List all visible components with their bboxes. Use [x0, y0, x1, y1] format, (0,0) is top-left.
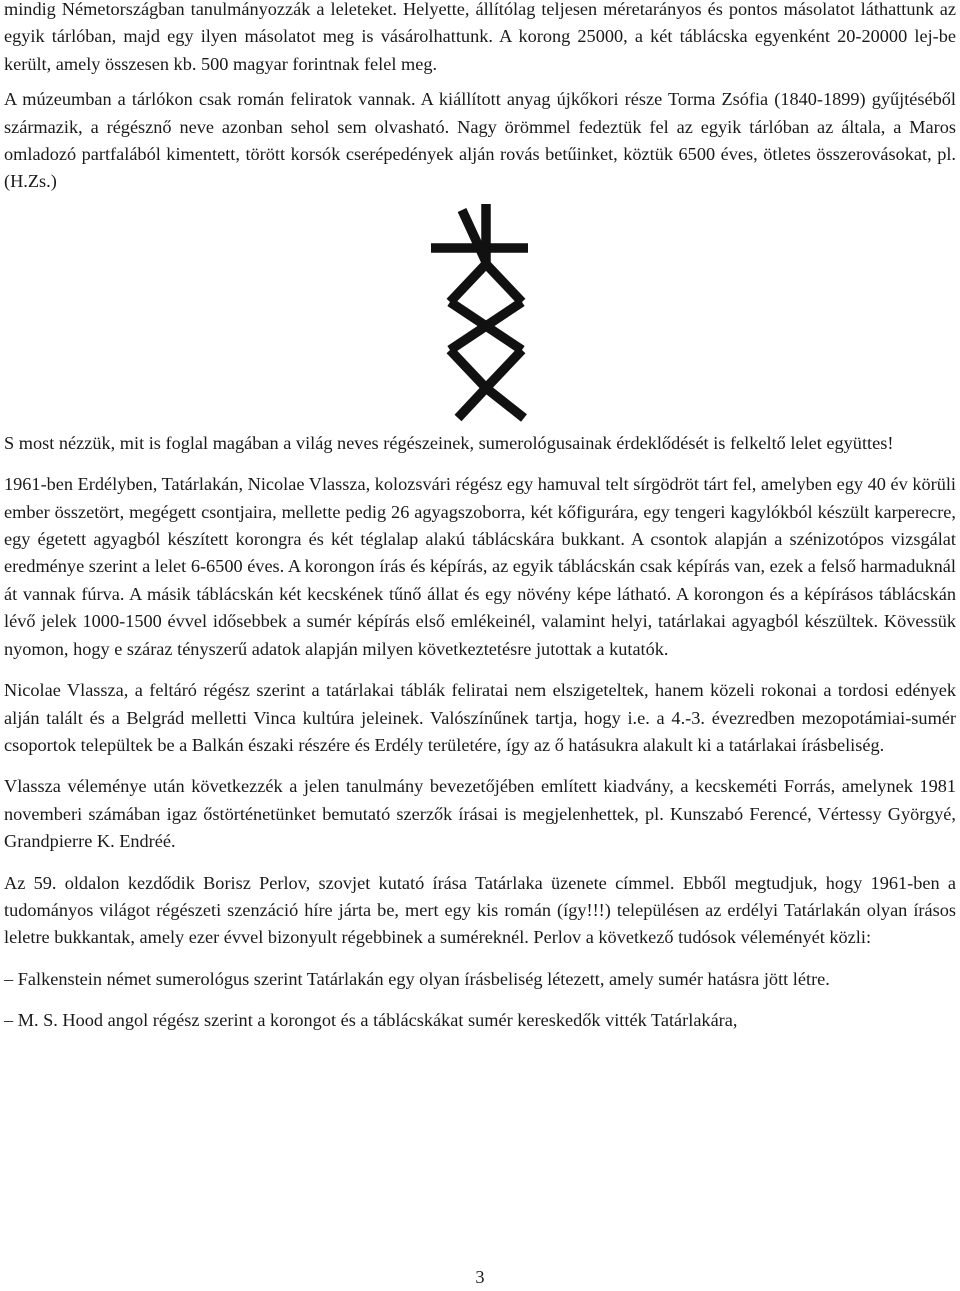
- paragraph-5: Nicolae Vlassza, a feltáró régész szerint a tatárlakai táblák feliratai nem elszigeteltek, hanem közeli rokonai a tordosi edények alján talált és a Belgrád melletti Vinca kultúra jeleinek. Valószínűnek tartja, hogy i.e. a 4.-3. évezredben mezopotámiai-sumér csoportok települtek be a Balkán északi részére és Erdély területére, így az ő hatásukra alakult ki a tatárlakai írásbeliség.: [4, 680, 956, 755]
- paragraph-7: Az 59. oldalon kezdődik Borisz Perlov, szovjet kutató írása Tatárlaka üzenete címmel. Ebből megtudjuk, hogy 1961-ben a tudományos világot régészeti szenzáció híre járta be, mert egy kis román (így!!!) településen az erdélyi Tatárlakán olyan írásos leletre bukkantak, amely ezer évvel bizonyult régebbinek a suméreknél. Perlov a következő tudósok véleményét közli:: [4, 872, 956, 948]
- paragraph-1: mindig Németországban tanulmányozzák a leleteket. Helyette, állítólag teljesen méretarányos és pontos másolatot láthattunk az egyik tárlóban, majd egy ilyen másolatot meg is vásárolhattunk. A korong 25000, a két táblácska egyenként 20-20000 lej-be került, amely összesen kb. 500 magyar forintnak felel meg.: [4, 0, 956, 74]
- document-page: [4, 0, 956, 1035]
- rune-figure: [4, 202, 956, 422]
- paragraph-8: – Falkenstein német sumerológus szerint Tatárlakán egy olyan írásbeliség létezett, amely sumér hatásra jött létre.: [4, 968, 830, 989]
- paragraph-2: A múzeumban a tárlókon csak román feliratok vannak. A kiállított anyag újkőkori része Torma Zsófia (1840-1899) gyűjtéséből származik, a régésznő neve azonban sehol sem olvasható. Nagy örömmel fedeztük fel az egyik tárlóban az általa, a Maros omladozó partfalából kimentett, törött korsók cserépedények alján rovás betűinket, köztük 6500 éves, ötletes összerovásokat, pl. (H.Zs.): [4, 89, 956, 192]
- page-number: 3: [475, 1267, 485, 1287]
- paragraph-9: – M. S. Hood angol régész szerint a korongot és a táblácskákat sumér kereskedők vitték Tatárlakára,: [4, 1010, 738, 1031]
- rovas-rune-glyph: [428, 202, 538, 422]
- paragraph-3: S most nézzük, mit is foglal magában a világ neves régészeinek, sumerológusainak érdeklődését is felkeltő lelet együttes!: [4, 432, 894, 453]
- paragraph-4: 1961-ben Erdélyben, Tatárlakán, Nicolae Vlassza, kolozsvári régész egy hamuval telt sírgödröt tárt fel, amelyben egy 40 év körüli ember összetört, megégett csontjaira, mellette pedig 26 agyagszoborra, két kőfigurára, egy tengeri kagylókból készült karperecre, egy égetett agyagból készített korongra és két téglalap alakú táblácskára bukkant. A csontok alapján a szénizotópos vizsgálat eredménye szerint a lelet 6-6500 éves. A korongon írás és képírás, az egyik táblácskán csak képírás van, ezek a felső harmaduknál át vannak fúrva. A másik táblácskán két kecskének tűnő állat és egy növény képe látható. A korongon és a képírásos táblácskán lévő jelek 1000-1500 évvel idősebbek a sumér képírás első emlékeinél, valamint helyi, tatárlakai agyagból készültek. Kövessük nyomon, hogy e száraz tényszerű adatok alapján milyen következtetésre jutottak a kutatók.: [4, 474, 956, 659]
- paragraph-6: Vlassza véleménye után következzék a jelen tanulmány bevezetőjében említett kiadvány, a kecskeméti Forrás, amelynek 1981 novemberi számában igaz őstörténetünket bemutató szerzők írásai is megjelenhettek, pl. Kunszabó Ferencé, Vértessy Györgyé, Grandpierre K. Endréé.: [4, 776, 956, 852]
